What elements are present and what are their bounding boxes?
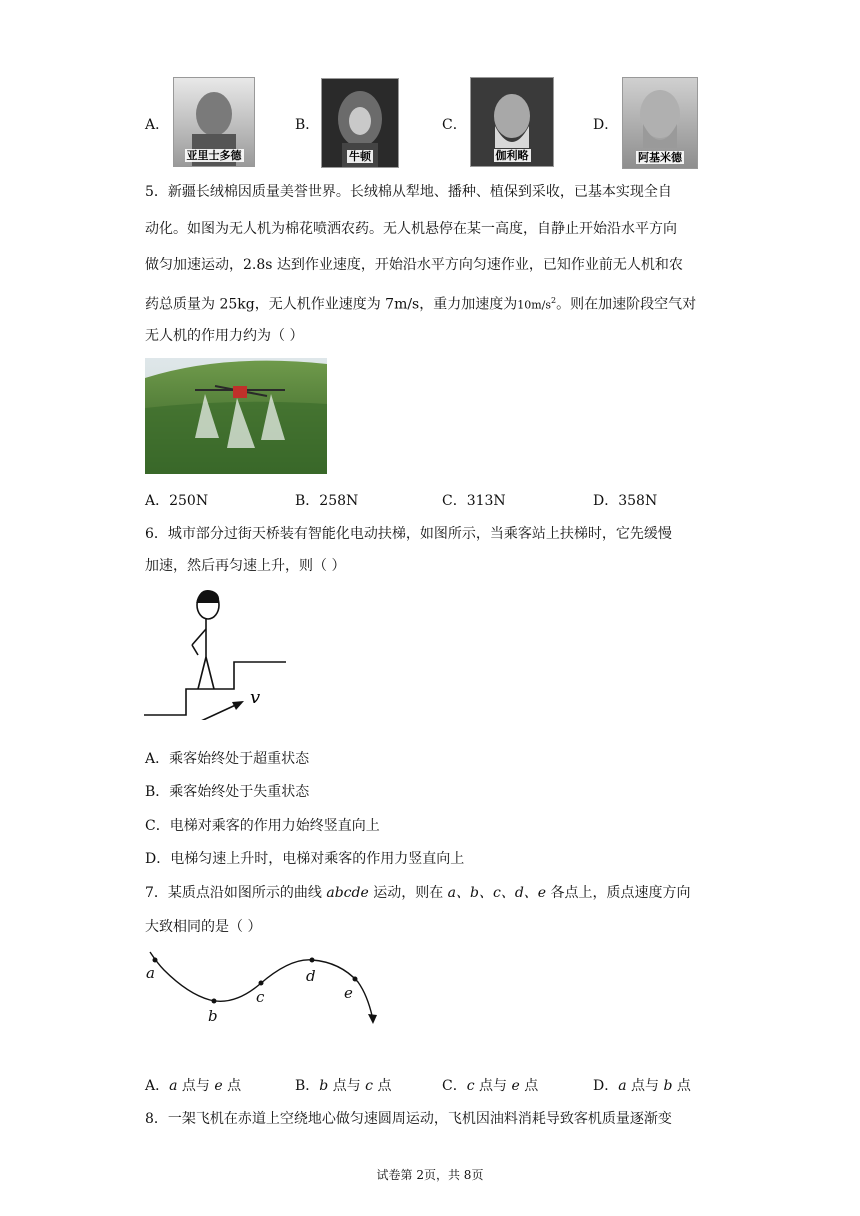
option-prefix: D． — [593, 1078, 619, 1094]
portrait-aristotle-image — [173, 77, 255, 167]
portrait-archimedes-image — [622, 77, 698, 169]
q5-option-d: D．358N — [593, 493, 658, 509]
q7-curve-name: abcde — [326, 885, 369, 901]
option-mid: 点与 — [474, 1078, 512, 1094]
q5-option-b: B．258N — [295, 493, 359, 509]
q4-option-b-letter: B． — [295, 117, 320, 133]
q7-option-a — [145, 1075, 241, 1095]
drone-spraying-photo — [145, 358, 327, 474]
drone-photo-icon — [145, 358, 327, 474]
q7-point-list: a、b、c、d、e — [447, 885, 547, 901]
option-suffix: 点 — [373, 1078, 392, 1094]
option-point: e — [214, 1078, 223, 1094]
curve-figure-icon — [140, 948, 390, 1028]
arrowhead-icon — [368, 1014, 377, 1024]
q7-option-b — [295, 1075, 391, 1095]
q6-line-1: 6．城市部分过街天桥装有智能化电动扶梯，如图所示，当乘客站上扶梯时，它先缓慢 — [145, 526, 672, 542]
option-point: c — [466, 1078, 475, 1094]
arrowhead-icon — [232, 701, 244, 710]
portrait-caption: 伽利略 — [495, 149, 529, 162]
portrait-newton-image — [321, 78, 399, 168]
q6-line-2: 加速，然后再匀速上升，则（ ） — [145, 558, 346, 574]
option-point: a — [169, 1078, 178, 1094]
portrait-caption: 阿基米德 — [638, 151, 682, 164]
q6-option-a: A．乘客始终处于超重状态 — [145, 751, 310, 767]
option-prefix: C． — [442, 1078, 467, 1094]
q5-line-3: 做匀加速运动，2.8s 达到作业速度，开始沿水平方向匀速作业，已知作业前无人机和农 — [145, 257, 683, 273]
option-point: b — [663, 1078, 673, 1094]
option-mid: 点与 — [626, 1078, 664, 1094]
portrait-galileo-image — [470, 77, 554, 167]
q7-line-1 — [145, 883, 691, 903]
q5-line-2: 动化。如图为无人机为棉花喷洒农药。无人机悬停在某一高度，自静止开始沿水平方向 — [145, 221, 677, 237]
q5-line-1: 5．新疆长绒棉因质量美誉世界。长绒棉从犁地、播种、植保到采收，已基本实现全自 — [145, 184, 672, 200]
q5-line-5: 无人机的作用力约为（ ） — [145, 328, 304, 344]
q8-line-1: 8．一架飞机在赤道上空绕地心做匀速圆周运动，飞机因油料消耗导致客机质量逐渐变 — [145, 1111, 672, 1127]
option-suffix: 点 — [672, 1078, 691, 1094]
q5-line-4-tail: 。则在加速阶段空气对 — [556, 296, 697, 313]
q6-option-b: B．乘客始终处于失重状态 — [145, 784, 310, 800]
point-label-e: e — [344, 984, 353, 1002]
escalator-diagram — [140, 585, 300, 720]
option-prefix: B． — [295, 1078, 320, 1094]
option-suffix: 点 — [519, 1078, 539, 1094]
q7-line-1-c: 各点上，质点速度方向 — [546, 885, 691, 901]
option-point: e — [511, 1078, 520, 1094]
q6-option-c: C．电梯对乘客的作用力始终竖直向上 — [145, 818, 380, 834]
q7-line-1-a: 7．某质点沿如图所示的曲线 — [145, 885, 327, 901]
gravity-exponent: 2 — [551, 296, 557, 305]
q7-option-d — [593, 1075, 691, 1095]
option-point: c — [365, 1078, 374, 1094]
option-point: a — [618, 1078, 627, 1094]
curve-diagram — [140, 948, 390, 1028]
point-label-c: c — [256, 988, 265, 1006]
point-label-a: a — [146, 964, 155, 982]
q5-option-c: C．313N — [442, 493, 506, 509]
option-prefix: A． — [145, 1078, 170, 1094]
point-label-d: d — [306, 967, 316, 985]
q5-line-4 — [145, 291, 696, 316]
escalator-figure-icon — [140, 585, 300, 720]
q5-option-a: A．250N — [145, 493, 209, 509]
q7-line-2: 大致相同的是（ ） — [145, 919, 262, 935]
q7-option-c — [442, 1075, 538, 1095]
option-mid: 点与 — [328, 1078, 366, 1094]
q5-line-4-text: 药总质量为 25kg，无人机作业速度为 7m/s，重力加速度为 — [145, 296, 518, 313]
q4-option-d-letter: D． — [593, 117, 619, 133]
q4-option-a-letter: A． — [145, 117, 170, 133]
q6-option-d: D．电梯匀速上升时，电梯对乘客的作用力竖直向上 — [145, 851, 465, 867]
option-point: b — [319, 1078, 329, 1094]
option-mid: 点与 — [177, 1078, 215, 1094]
gravity-value: 10m/s — [517, 298, 552, 312]
point-label-b: b — [208, 1007, 218, 1025]
page-footer: 试卷第 2页，共 8页 — [376, 1168, 484, 1182]
q4-option-c-letter: C． — [442, 117, 467, 133]
q7-line-1-b: 运动，则在 — [368, 885, 448, 901]
portrait-caption: 牛顿 — [349, 150, 371, 163]
portrait-caption: 亚里士多德 — [186, 149, 242, 162]
velocity-label: v — [250, 687, 261, 708]
option-suffix: 点 — [222, 1078, 242, 1094]
